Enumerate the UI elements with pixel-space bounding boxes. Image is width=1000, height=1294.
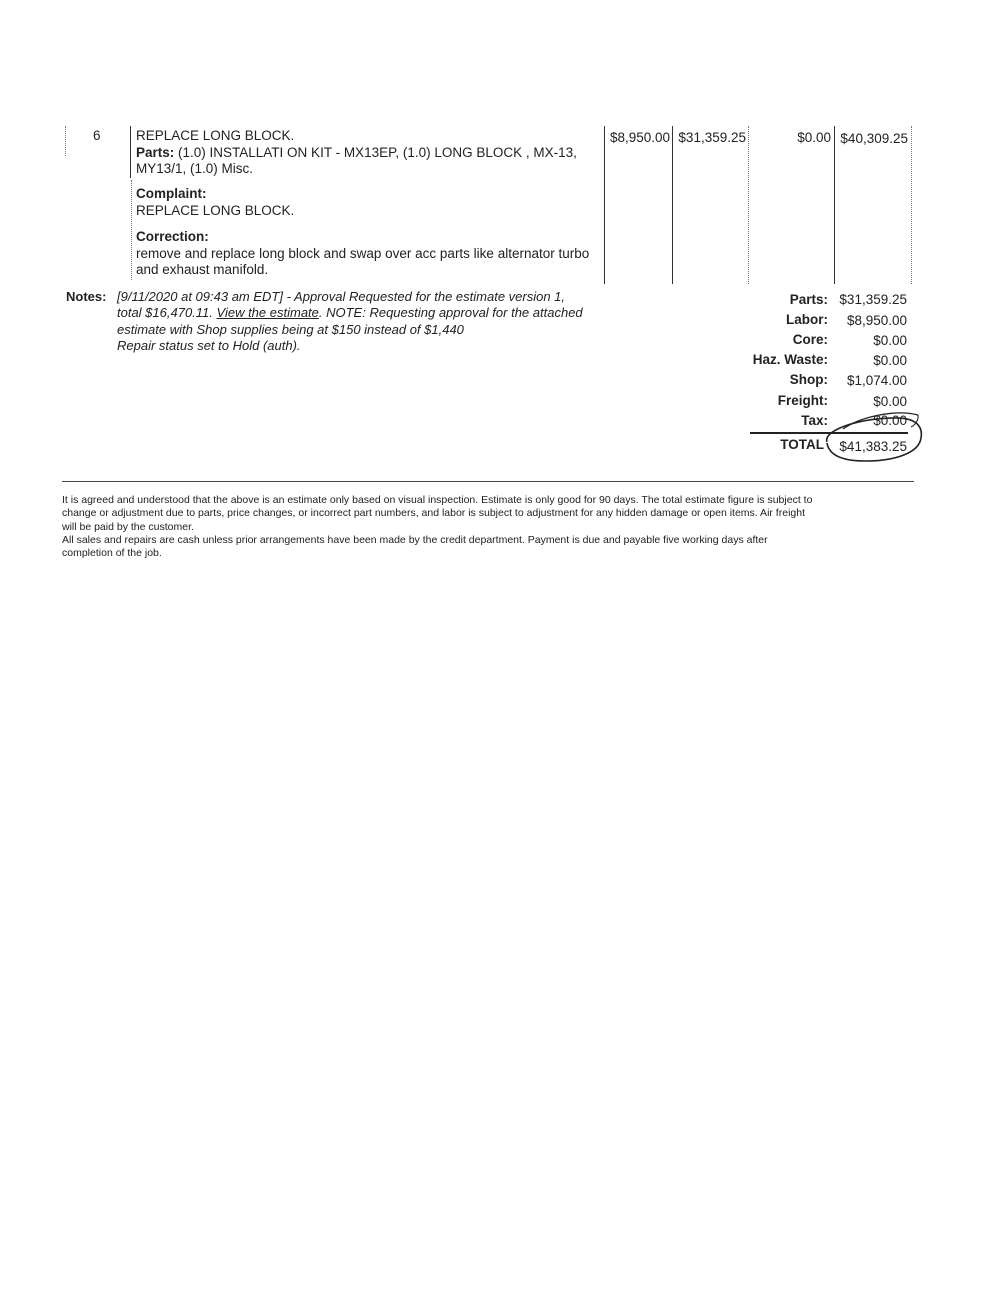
notes-line: estimate with Shop supplies being at $150 instead of $1,440 xyxy=(117,321,464,337)
totals-value-labor: $8,950.00 xyxy=(846,313,907,328)
line-number: 6 xyxy=(93,128,101,143)
parts-line xyxy=(136,145,577,162)
footer-divider xyxy=(62,481,914,482)
totals-label-parts: Parts: xyxy=(789,292,828,307)
grand-total-label: TOTAL xyxy=(780,437,824,452)
column-divider xyxy=(672,126,673,284)
parts-text-continued: MY13/1, (1.0) Misc. xyxy=(136,161,254,176)
notes-body xyxy=(117,289,617,354)
column-divider xyxy=(834,126,835,284)
notes-label: Notes: xyxy=(66,289,107,304)
column-divider xyxy=(911,126,912,284)
totals-value-parts: $31,359.25 xyxy=(839,292,907,307)
column-divider xyxy=(604,126,605,284)
totals-label-shop: Shop: xyxy=(789,372,828,387)
totals-label-tax: Tax: xyxy=(801,413,828,428)
parts-amount: $31,359.25 xyxy=(678,130,746,145)
complaint-label: Complaint: xyxy=(136,186,207,201)
totals-label-labor: Labor: xyxy=(786,312,828,327)
notes-text: . NOTE: Requesting approval for the attached xyxy=(318,305,583,321)
correction-text-continued: and exhaust manifold. xyxy=(136,262,269,277)
disclaimer-line: will be paid by the customer. xyxy=(62,520,194,533)
totals-value-freight: $0.00 xyxy=(873,394,907,409)
notes-text: total $16,470.11. xyxy=(117,305,217,321)
totals-value-tax: $0.00 xyxy=(873,413,907,428)
disclaimer-line: completion of the job. xyxy=(62,547,162,560)
disclaimer-line: All sales and repairs are cash unless prior arrangements have been made by the credit department. Payment is due and payable five working days after xyxy=(62,533,768,546)
totals-label-core: Core: xyxy=(792,332,828,347)
disclaimer-line: change or adjustment due to parts, price changes, or incorrect part numbers, and labor is subject to adjustment for any hidden damage or open items. Air freight xyxy=(62,507,805,520)
totals-value-shop: $1,074.00 xyxy=(846,373,907,388)
column-divider xyxy=(131,180,132,280)
totals-label-freight: Freight: xyxy=(777,393,828,408)
notes-line: [9/11/2020 at 09:43 am EDT] - Approval Requested for the estimate version 1, xyxy=(117,289,566,304)
column-divider xyxy=(748,126,749,284)
parts-text: (1.0) INSTALLATI ON KIT - MX13EP, (1.0) LONG BLOCK , MX-13, xyxy=(178,145,577,160)
totals-label-haz-waste: Haz. Waste: xyxy=(752,352,828,367)
labor-amount: $8,950.00 xyxy=(609,130,670,145)
grand-total-value: $41,383.25 xyxy=(839,439,907,454)
notes-line: Repair status set to Hold (auth). xyxy=(117,337,301,353)
notes-line xyxy=(117,305,617,321)
correction-label: Correction: xyxy=(136,229,209,244)
column-divider xyxy=(130,126,131,178)
misc-amount: $0.00 xyxy=(797,130,831,145)
line-item-title: REPLACE LONG BLOCK. xyxy=(136,128,295,143)
disclaimer-line: It is agreed and understood that the above is an estimate only based on visual inspection. Estimate is only good for 90 days. The total estimate figure is subject to xyxy=(62,494,813,506)
parts-label: Parts: xyxy=(136,145,175,160)
line-total-amount: $40,309.25 xyxy=(840,131,908,146)
totals-value-core: $0.00 xyxy=(873,333,907,348)
column-divider xyxy=(65,126,66,156)
correction-text: remove and replace long block and swap over acc parts like alternator turbo xyxy=(136,246,590,261)
totals-value-haz-waste: $0.00 xyxy=(873,353,907,368)
handwritten-circle-mark xyxy=(815,405,925,467)
view-estimate-link[interactable]: View the estimate xyxy=(216,305,319,321)
disclaimer xyxy=(62,494,942,560)
complaint-text: REPLACE LONG BLOCK. xyxy=(136,203,295,218)
